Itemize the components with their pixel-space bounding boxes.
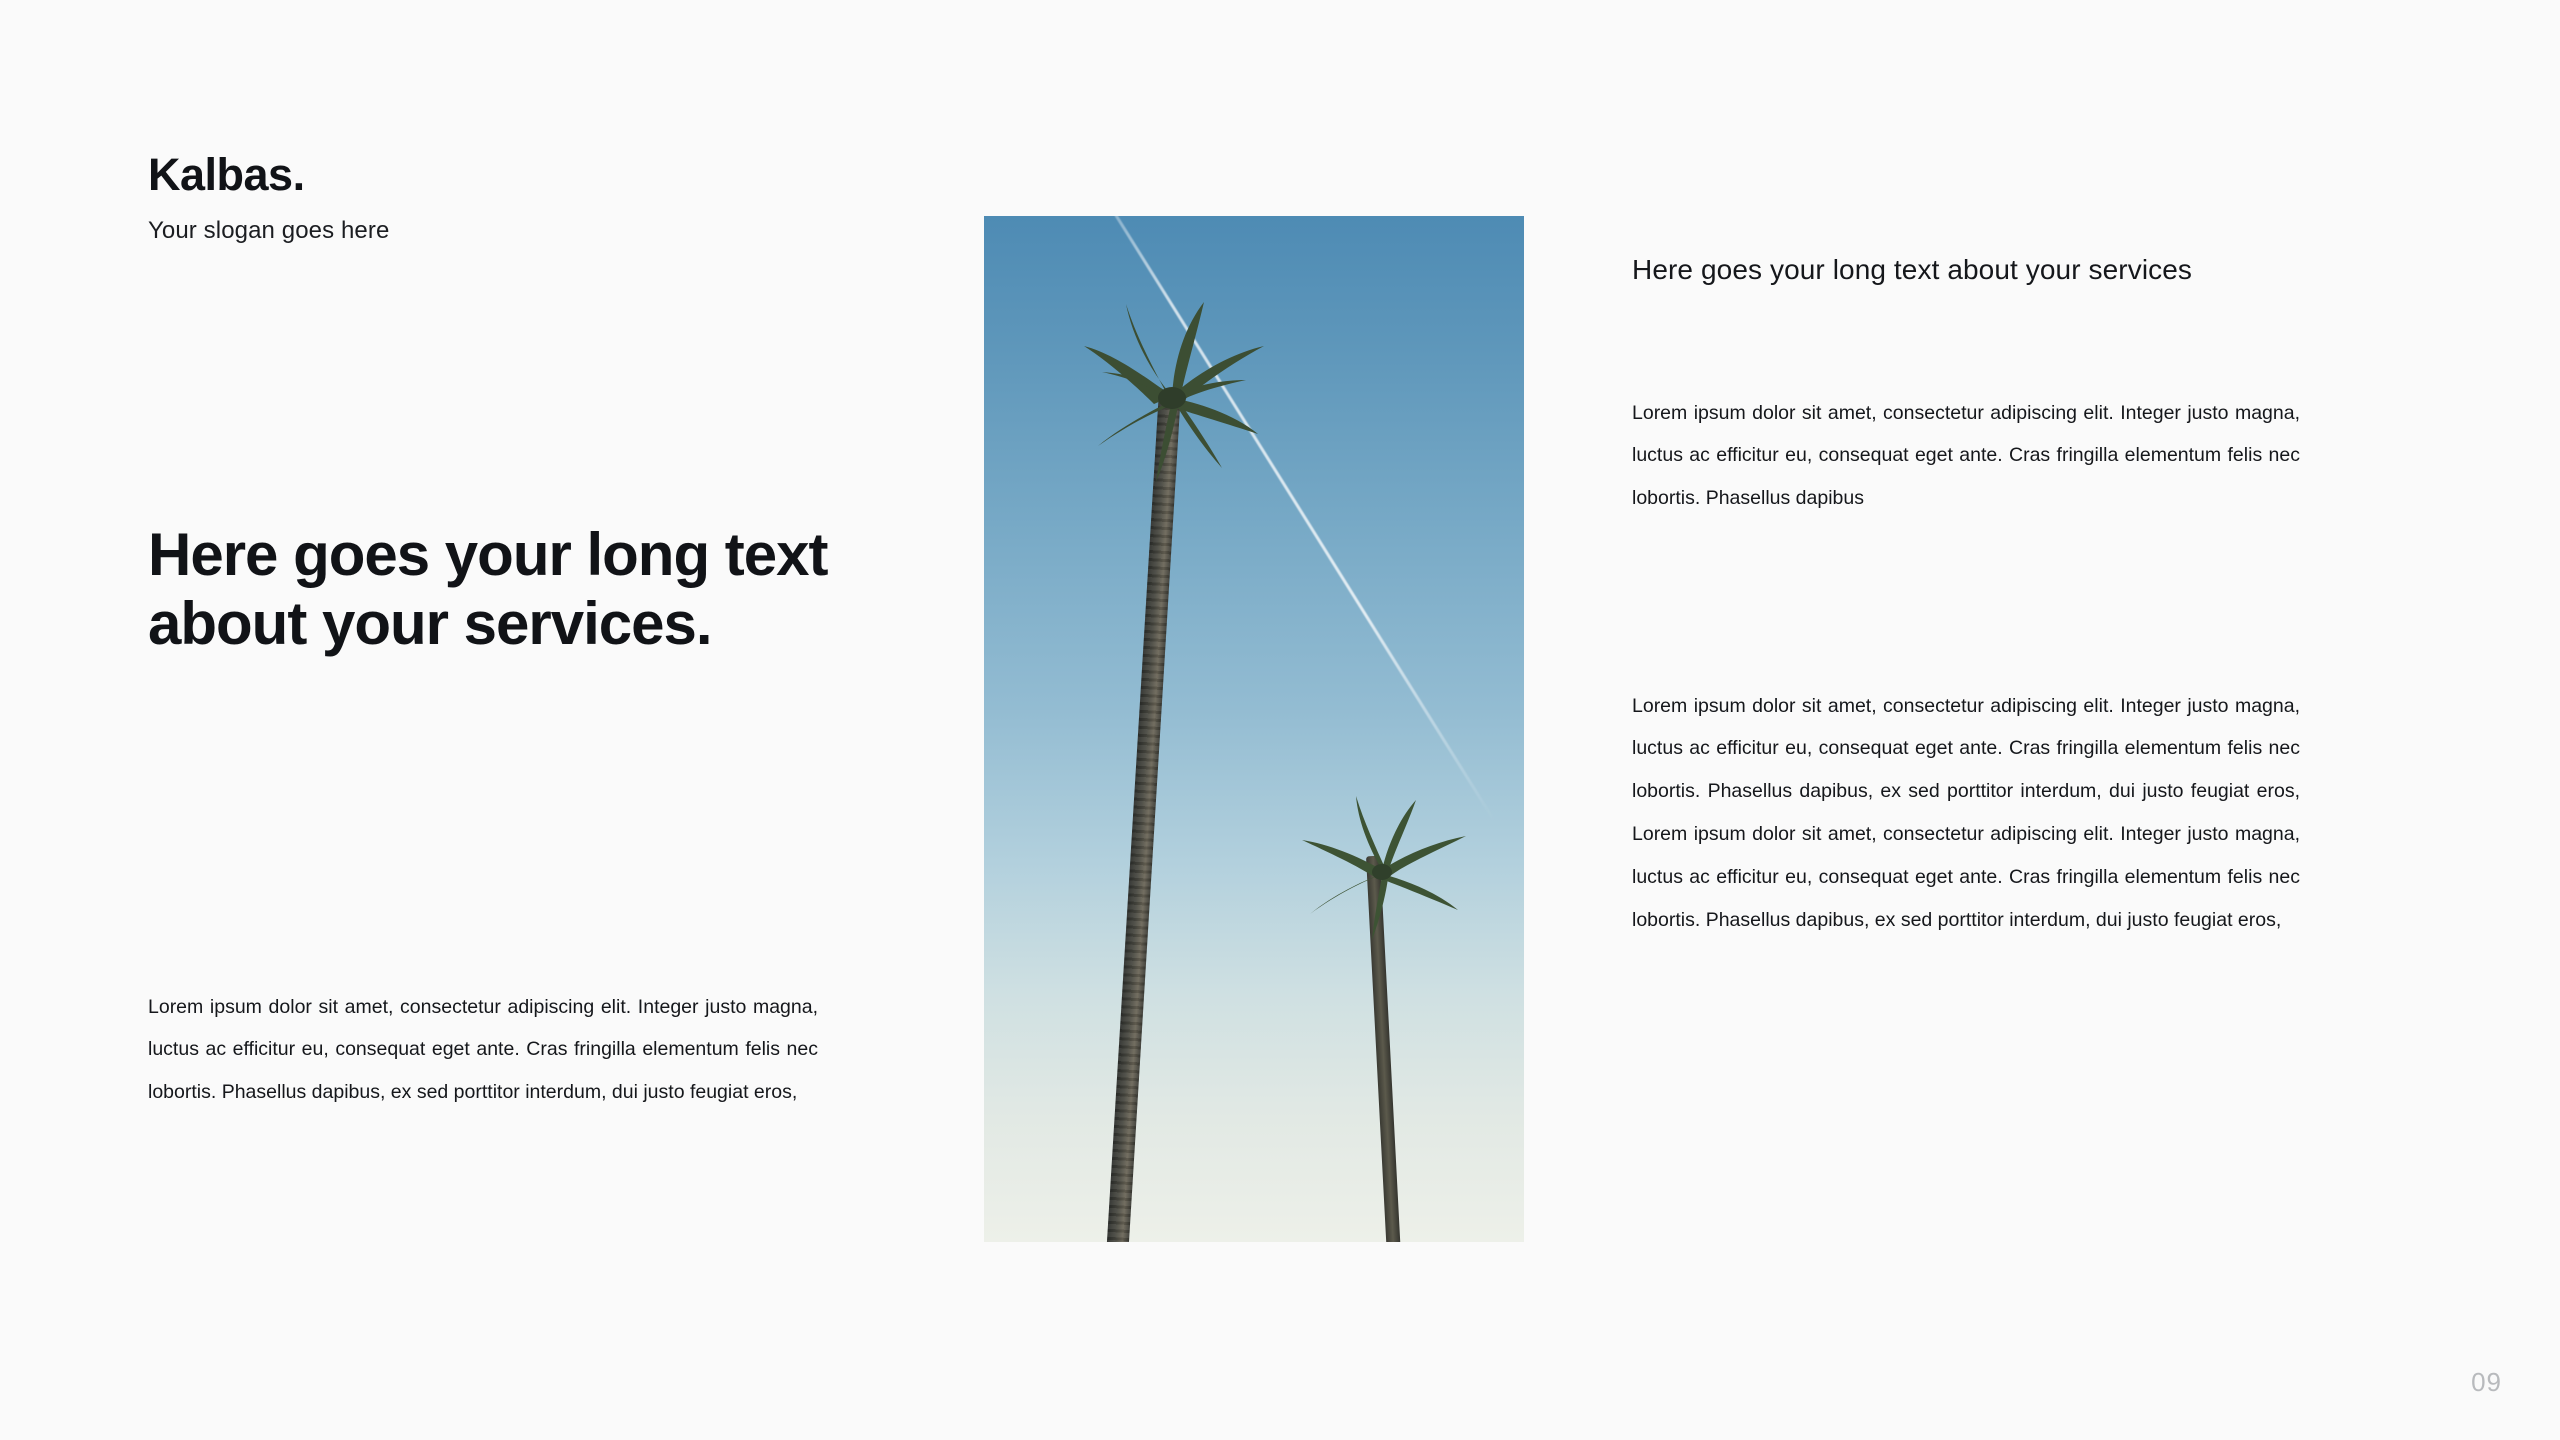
palm-crown-small (1284, 786, 1484, 946)
brand-block (148, 150, 820, 245)
right-body-paragraph-2: Lorem ipsum dolor sit amet, consectetur adipiscing elit. Integer justo magna, luctus ac efficitur eu, consequat eget ante. Cras fringilla elementum felis nec lobortis. Phasellus dapibus, ex sed porttitor interdum, dui justo feugiat eros, Lorem ipsum dolor sit amet, consectetur adipiscing elit. Integer justo magna, luctus ac efficitur eu, consequat eget ante. Cras fringilla elementum felis nec lobortis. Phasellus dapibus, ex sed porttitor interdum, dui justo feugiat eros, (1632, 694, 2300, 931)
brand-slogan: Your slogan goes here (148, 216, 390, 244)
left-body-paragraph: Lorem ipsum dolor sit amet, consectetur adipiscing elit. Integer justo magna, luctus ac efficitur eu, consequat eget ante. Cras fringilla elementum felis nec lobortis. Phasellus dapibus, ex sed porttitor interdum, dui justo feugiat eros, (148, 995, 818, 1104)
brand-title: Kalbas. (148, 149, 305, 200)
palm-crown-large (1044, 276, 1294, 506)
right-heading: Here goes your long text about your services (1632, 254, 2193, 285)
page-title: Here goes your long text about your services. (148, 521, 828, 657)
palm-trees-photo (984, 216, 1524, 1242)
page-number: 09 (2471, 1367, 2502, 1397)
right-body-paragraph-1: Lorem ipsum dolor sit amet, consectetur adipiscing elit. Integer justo magna, luctus ac efficitur eu, consequat eget ante. Cras fringilla elementum felis nec lobortis. Phasellus dapibus (1632, 401, 2300, 510)
